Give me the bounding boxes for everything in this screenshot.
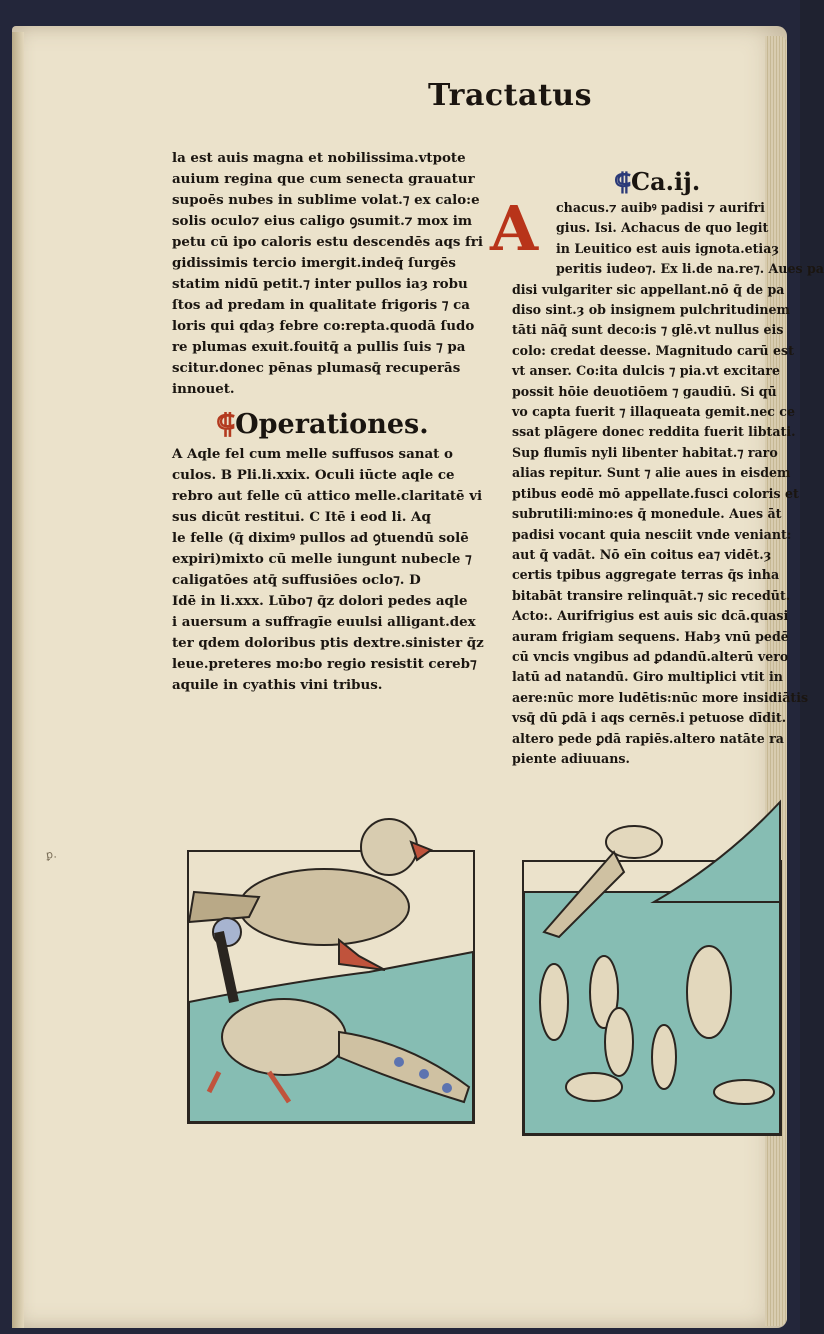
text-line: vt anser. Co:ita dulcis ⁊ pia.vt excitare	[512, 363, 780, 379]
woodcut-birds-flock	[522, 860, 782, 1136]
text-line: aquile in cyathis vini tribus.	[172, 677, 383, 693]
text-line: bitabāt transire relinquāt.⁊ sic recedūt.	[512, 587, 791, 603]
section-title-text: Operationes.	[235, 409, 429, 440]
chapter-heading	[614, 168, 784, 196]
text-line: aut q̄ vadāt. Nō eīn coitus ea⁊ vidēt.ȝ	[512, 546, 772, 562]
text-line: diso sint.ȝ ob insignem pulchritudinem	[512, 302, 790, 318]
page-gutter	[12, 32, 24, 1328]
text-line: auium regina que cum senecta grauatur	[172, 171, 475, 187]
text-line: rebro aut felle cū attico melle.claritatē vi	[172, 488, 483, 504]
section-paragraph-mark: ⸿	[216, 409, 236, 440]
right-column	[490, 167, 824, 769]
text-line: disi vulgariter sic appellant.nō q̄ de pa	[512, 281, 785, 297]
text-line: ſtos ad predam in qualitate frigoris ⁊ ca	[172, 297, 470, 313]
text-line: scitur.donec pēnas plumasq̄ recuperās	[172, 360, 461, 376]
left-top-text	[172, 148, 483, 400]
text-line: Sup flumīs nyli libenter habitat.⁊ raro	[512, 444, 778, 460]
text-line: certis tpibus aggregate terras q̄s inha	[512, 567, 780, 583]
text-line: latū ad natandū. Giro multiplici vtit in	[512, 669, 783, 685]
text-line: petu cū ipo caloris estu descendēs aqs fri	[172, 234, 483, 250]
text-line: Idē in li.xxx. Lūbo⁊ q̄z dolori pedes aqle	[172, 593, 468, 609]
text-line: ssat plāgere donec reddita fuerit libtati.	[512, 424, 796, 440]
text-line: vsq̄ dū ꝑdā i aqs cernēs.i petuose dīdit.	[512, 710, 787, 726]
text-line: la est auis magna et nobilissima.vtpote	[172, 150, 466, 166]
right-text	[512, 198, 824, 769]
text-line: gidissimis tercio imergit.indeq̄ ſurgēs	[172, 255, 456, 271]
text-line: leue.preteres mo:bo regio resistit cereb⁊	[172, 656, 477, 672]
text-line: caligatōes atq̄ suffusiōes oclo⁊. D	[172, 572, 421, 588]
running-header: Tractatus	[428, 78, 593, 113]
woodcut-eagle-peacock	[187, 850, 475, 1124]
text-line: sus dicūt restitui. C Itē i eod li. Aq	[172, 509, 431, 525]
text-line: subrutili:mino:es q̄ monedule. Aues āt	[512, 506, 782, 522]
text-line: le felle (q̄ diximꝰ pullos ad ꝯtuendū solē	[172, 530, 469, 546]
text-line: re plumas exuit.fouitq̄ a pullis ſuis ⁊ pa	[172, 339, 466, 355]
initial-letter: A	[490, 192, 539, 265]
text-line: piente adiuuans.	[512, 750, 630, 766]
text-line: chacus.⁊ auibꝰ padisi ⁊ aurifri	[556, 200, 765, 215]
text-line: statim nidū petit.⁊ inter pullos iaȝ robu	[172, 276, 468, 292]
eagle-peacock-illustration	[189, 852, 473, 1122]
chapter-paragraph-mark: ⸿	[614, 167, 632, 196]
chapter-heading-text: Ca.ij.	[631, 167, 701, 196]
text-line: colo: credat deesse. Magnitudo carū est	[512, 342, 794, 358]
text-line: loris qui qdaȝ febre co:repta.quodā ſudo	[172, 318, 475, 334]
text-line: solis oculo⁊ eius caligo ꝯsumit.⁊ mox im	[172, 213, 473, 229]
left-bottom-text	[172, 444, 484, 696]
text-line: in Leuitico est auis ignota.etiaȝ	[556, 240, 779, 256]
left-column	[172, 148, 484, 696]
text-line: tāti nāq̄ sunt deco:is ⁊ glē.vt nullus eis	[512, 322, 784, 338]
text-line: cū vncis vngibus ad ꝑdandū.alterū vero	[512, 648, 789, 664]
text-line: vo capta fuerit ⁊ illaqueata gemit.nec ce	[512, 404, 795, 420]
text-line: auram frigiam sequens. Habȝ vnū pedē	[512, 628, 789, 644]
section-title	[216, 408, 472, 442]
text-line: i auersum a suffragīe euulsi alligant.dex	[172, 614, 476, 630]
text-line: alias repitur. Sunt ⁊ alie aues in eisdem	[512, 465, 791, 481]
text-line: padisi vocant quia nesciit vnde veniant:	[512, 526, 792, 542]
text-line: ter qdem doloribus ptis dextre.sinister q̄z	[172, 635, 484, 651]
text-line: supoēs nubes in sublime volat.⁊ ex calo:e	[172, 192, 480, 208]
text-line: culos. B Pli.li.xxix. Oculi iūcte aqle ce	[172, 467, 455, 483]
text-line: expiri)mixto cū melle iungunt nubecle ⁊	[172, 551, 472, 567]
text-line: possit hōie deuotiōem ⁊ gaudiū. Si qū	[512, 383, 777, 399]
text-line: altero pede ꝑdā rapiēs.altero natāte ra	[512, 730, 784, 746]
text-line: Acto:. Aurifrigius est auis sic dcā.quasi	[512, 608, 789, 624]
margin-pencil-mark: ꝑ.	[45, 847, 58, 862]
text-line: aere:nūc more ludētis:nūc more insidiātis	[512, 689, 809, 705]
text-line: innouet.	[172, 381, 235, 397]
text-line: gius. Isi. Achacus de quo legit	[556, 220, 769, 236]
text-line: peritis iudeo⁊. Ex li.de na.re⁊. Aues pa	[556, 261, 824, 277]
birds-flock-illustration	[524, 862, 780, 1134]
text-line: A Aqle fel cum melle suffusos sanat o	[172, 446, 453, 462]
text-line: ptibus eodē mō appellate.fusci coloris et	[512, 485, 799, 501]
